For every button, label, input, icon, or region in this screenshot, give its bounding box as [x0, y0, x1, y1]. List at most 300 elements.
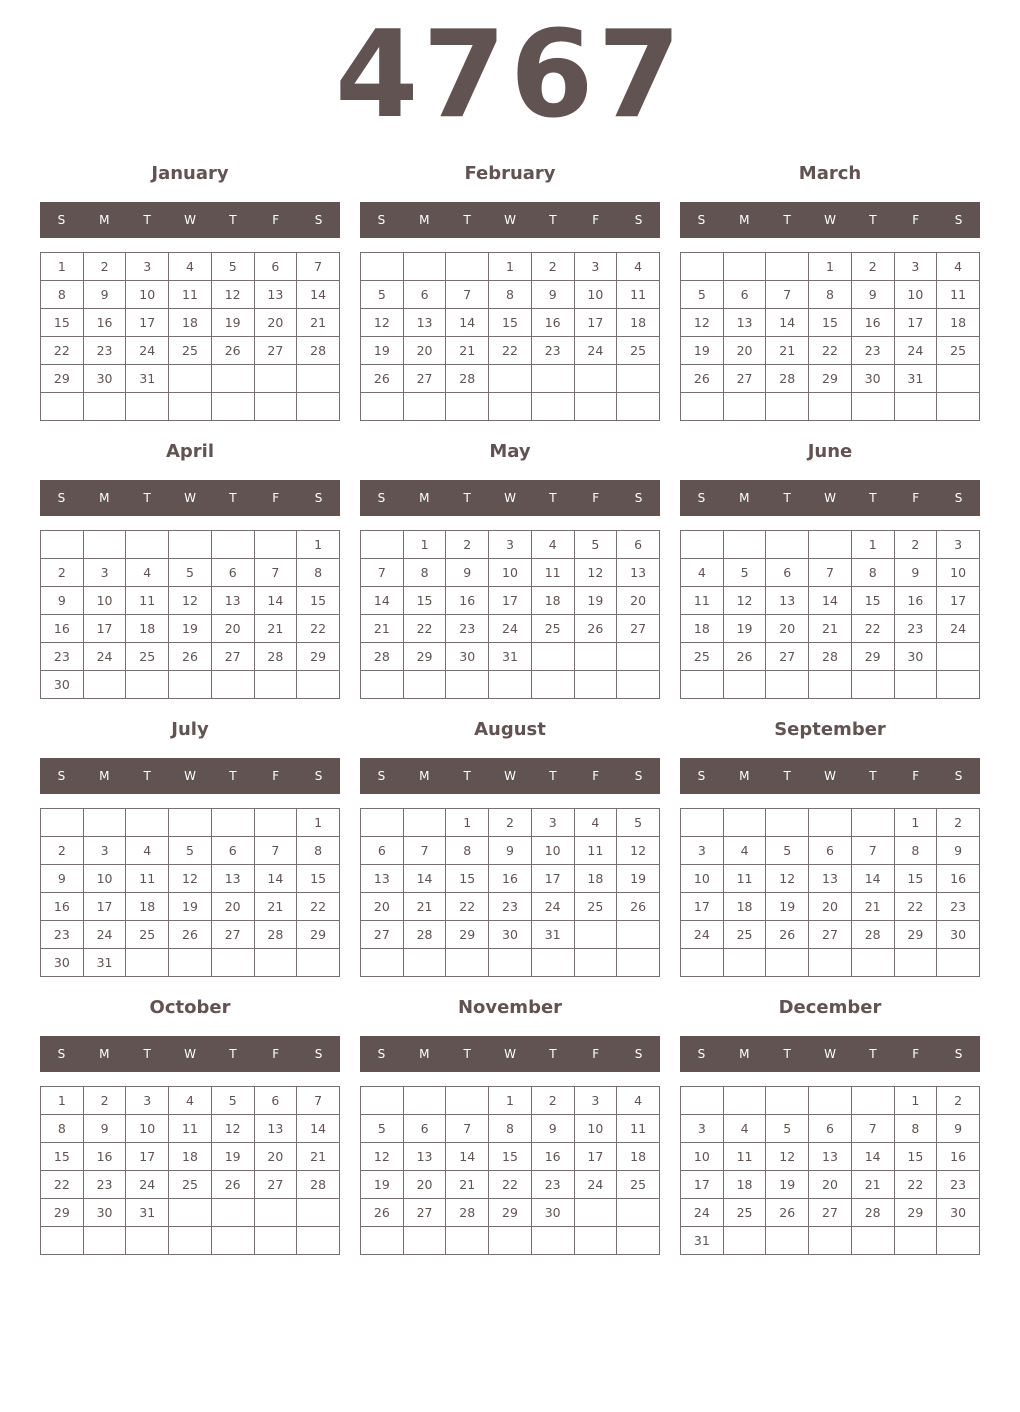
empty-day-cell	[809, 1227, 852, 1255]
day-cell: 29	[851, 643, 894, 671]
day-grid	[360, 808, 660, 977]
day-cell: 4	[531, 531, 574, 559]
weekday-label: T	[143, 769, 151, 783]
month-name: June	[807, 441, 853, 462]
day-cell: 11	[617, 1115, 660, 1143]
day-cell: 25	[681, 643, 724, 671]
empty-day-cell	[531, 949, 574, 977]
empty-day-cell	[617, 921, 660, 949]
empty-day-cell	[297, 1199, 340, 1227]
day-cell: 9	[894, 559, 937, 587]
day-cell: 30	[531, 1199, 574, 1227]
empty-day-cell	[403, 809, 446, 837]
week-row	[681, 921, 980, 949]
day-cell: 7	[297, 1087, 340, 1115]
day-cell: 6	[723, 281, 766, 309]
empty-day-cell	[254, 393, 297, 421]
day-cell: 26	[169, 921, 212, 949]
empty-day-cell	[211, 531, 254, 559]
day-cell: 18	[617, 309, 660, 337]
empty-day-cell	[531, 365, 574, 393]
weekday-label: M	[419, 213, 430, 227]
day-cell: 29	[446, 921, 489, 949]
day-cell: 17	[894, 309, 937, 337]
day-cell: 12	[723, 587, 766, 615]
day-cell: 7	[254, 559, 297, 587]
day-cell: 8	[489, 281, 532, 309]
day-cell: 25	[574, 893, 617, 921]
weekday-label: T	[549, 1047, 557, 1061]
day-cell: 15	[489, 1143, 532, 1171]
day-cell: 12	[211, 1115, 254, 1143]
empty-day-cell	[83, 393, 126, 421]
day-cell: 10	[531, 837, 574, 865]
day-cell: 31	[681, 1227, 724, 1255]
day-cell: 16	[531, 1143, 574, 1171]
day-cell: 1	[403, 531, 446, 559]
day-cell: 9	[41, 587, 84, 615]
empty-day-cell	[937, 393, 980, 421]
day-cell: 15	[489, 309, 532, 337]
day-cell: 9	[531, 1115, 574, 1143]
day-cell: 9	[83, 1115, 126, 1143]
empty-day-cell	[894, 671, 937, 699]
empty-day-cell	[297, 393, 340, 421]
day-grid	[680, 252, 980, 421]
weekday-header	[40, 758, 340, 794]
empty-day-cell	[937, 1227, 980, 1255]
week-row	[41, 1087, 340, 1115]
month-name: May	[489, 441, 531, 462]
day-cell: 23	[937, 1171, 980, 1199]
day-grid	[40, 530, 340, 699]
empty-day-cell	[574, 1227, 617, 1255]
weekday-label: S	[697, 213, 706, 227]
weekday-label: T	[783, 769, 791, 783]
day-cell: 14	[851, 1143, 894, 1171]
weekday-label: M	[99, 1047, 110, 1061]
weekday-label: S	[954, 491, 963, 505]
empty-day-cell	[766, 949, 809, 977]
day-cell: 7	[446, 1115, 489, 1143]
day-cell: 17	[681, 893, 724, 921]
week-row	[361, 531, 660, 559]
empty-day-cell	[617, 643, 660, 671]
weekday-label: T	[869, 213, 877, 227]
empty-day-cell	[126, 671, 169, 699]
day-cell: 6	[617, 531, 660, 559]
day-cell: 15	[41, 1143, 84, 1171]
empty-day-cell	[169, 1227, 212, 1255]
empty-day-cell	[169, 1199, 212, 1227]
day-cell: 17	[83, 615, 126, 643]
weekday-label: S	[377, 1047, 386, 1061]
empty-day-cell	[681, 671, 724, 699]
day-cell: 27	[403, 365, 446, 393]
day-cell: 27	[766, 643, 809, 671]
day-cell: 5	[766, 1115, 809, 1143]
day-cell: 25	[169, 337, 212, 365]
day-cell: 15	[894, 1143, 937, 1171]
day-cell: 26	[361, 1199, 404, 1227]
day-cell: 5	[361, 1115, 404, 1143]
day-cell: 23	[531, 337, 574, 365]
empty-day-cell	[809, 531, 852, 559]
empty-day-cell	[809, 809, 852, 837]
empty-day-cell	[169, 671, 212, 699]
empty-day-cell	[254, 949, 297, 977]
day-cell: 15	[851, 587, 894, 615]
day-cell: 18	[126, 893, 169, 921]
day-cell: 21	[809, 615, 852, 643]
week-row	[681, 615, 980, 643]
empty-day-cell	[41, 393, 84, 421]
month-name: November	[457, 997, 563, 1018]
day-cell: 12	[211, 281, 254, 309]
day-cell: 15	[41, 309, 84, 337]
day-cell: 14	[361, 587, 404, 615]
day-cell: 25	[126, 921, 169, 949]
day-cell: 21	[766, 337, 809, 365]
day-cell: 24	[126, 337, 169, 365]
day-cell: 27	[254, 1171, 297, 1199]
day-cell: 3	[126, 253, 169, 281]
empty-day-cell	[617, 949, 660, 977]
week-row	[41, 893, 340, 921]
day-cell: 20	[211, 615, 254, 643]
day-cell: 11	[126, 865, 169, 893]
day-cell: 1	[809, 253, 852, 281]
weekday-label: T	[549, 491, 557, 505]
day-cell: 12	[169, 865, 212, 893]
day-cell: 19	[574, 587, 617, 615]
day-cell: 26	[361, 365, 404, 393]
day-cell: 28	[403, 921, 446, 949]
day-cell: 30	[937, 1199, 980, 1227]
day-cell: 21	[446, 337, 489, 365]
empty-day-cell	[617, 393, 660, 421]
month-name: August	[474, 719, 546, 740]
empty-day-cell	[254, 809, 297, 837]
day-cell: 22	[41, 337, 84, 365]
day-cell: 20	[254, 1143, 297, 1171]
day-cell: 20	[403, 337, 446, 365]
week-row	[681, 1087, 980, 1115]
week-row	[41, 671, 340, 699]
day-cell: 15	[894, 865, 937, 893]
month-name: July	[171, 719, 209, 740]
empty-day-cell	[851, 1227, 894, 1255]
day-cell: 20	[809, 893, 852, 921]
day-cell: 6	[254, 253, 297, 281]
weekday-label: W	[504, 1047, 516, 1061]
month-name: February	[464, 163, 556, 184]
weekday-label: W	[184, 213, 196, 227]
day-cell: 24	[83, 921, 126, 949]
week-row	[681, 253, 980, 281]
empty-day-cell	[766, 671, 809, 699]
weekday-label: T	[229, 769, 237, 783]
day-cell: 13	[723, 309, 766, 337]
day-cell: 20	[617, 587, 660, 615]
weekday-label: S	[377, 213, 386, 227]
day-cell: 24	[489, 615, 532, 643]
empty-day-cell	[361, 949, 404, 977]
day-cell: 11	[617, 281, 660, 309]
week-row	[361, 1227, 660, 1255]
empty-day-cell	[766, 253, 809, 281]
day-cell: 16	[446, 587, 489, 615]
day-cell: 3	[574, 1087, 617, 1115]
day-cell: 14	[254, 865, 297, 893]
weekday-label: S	[377, 769, 386, 783]
day-cell: 15	[446, 865, 489, 893]
week-row	[361, 1115, 660, 1143]
day-cell: 8	[894, 1115, 937, 1143]
weekday-label: F	[592, 213, 600, 227]
week-row	[41, 1227, 340, 1255]
day-grid	[680, 1086, 980, 1255]
day-cell: 1	[489, 253, 532, 281]
day-cell: 30	[83, 365, 126, 393]
day-cell: 8	[297, 559, 340, 587]
day-cell: 8	[403, 559, 446, 587]
day-cell: 23	[41, 643, 84, 671]
empty-day-cell	[723, 531, 766, 559]
weekday-label: F	[592, 769, 600, 783]
day-cell: 21	[297, 309, 340, 337]
empty-day-cell	[937, 671, 980, 699]
empty-day-cell	[766, 1227, 809, 1255]
month-name: January	[151, 163, 229, 184]
weekday-label: W	[184, 491, 196, 505]
empty-day-cell	[41, 809, 84, 837]
empty-day-cell	[851, 949, 894, 977]
week-row	[681, 559, 980, 587]
day-cell: 6	[403, 1115, 446, 1143]
day-cell: 28	[446, 1199, 489, 1227]
week-row	[681, 587, 980, 615]
empty-day-cell	[403, 671, 446, 699]
day-cell: 1	[41, 1087, 84, 1115]
day-cell: 14	[809, 587, 852, 615]
day-cell: 3	[681, 1115, 724, 1143]
day-cell: 4	[169, 1087, 212, 1115]
day-cell: 24	[574, 1171, 617, 1199]
day-cell: 13	[403, 309, 446, 337]
weekday-label: M	[739, 1047, 750, 1061]
day-cell: 18	[169, 309, 212, 337]
week-row	[41, 587, 340, 615]
day-cell: 22	[297, 615, 340, 643]
weekday-label: F	[272, 491, 280, 505]
day-cell: 2	[894, 531, 937, 559]
weekday-label: F	[272, 769, 280, 783]
week-row	[681, 1171, 980, 1199]
month-name: December	[778, 997, 882, 1018]
empty-day-cell	[446, 949, 489, 977]
day-cell: 24	[83, 643, 126, 671]
empty-day-cell	[403, 1227, 446, 1255]
day-cell: 3	[83, 559, 126, 587]
day-cell: 18	[531, 587, 574, 615]
day-cell: 26	[766, 1199, 809, 1227]
weekday-header	[680, 202, 980, 238]
day-cell: 3	[531, 809, 574, 837]
day-cell: 4	[723, 1115, 766, 1143]
month-name: April	[165, 441, 215, 462]
day-cell: 16	[83, 309, 126, 337]
day-cell: 27	[254, 337, 297, 365]
day-cell: 11	[681, 587, 724, 615]
empty-day-cell	[809, 949, 852, 977]
day-cell: 14	[297, 1115, 340, 1143]
empty-day-cell	[211, 671, 254, 699]
week-row	[361, 1199, 660, 1227]
week-row	[41, 921, 340, 949]
day-cell: 17	[574, 309, 617, 337]
empty-day-cell	[361, 253, 404, 281]
day-cell: 16	[41, 893, 84, 921]
day-cell: 10	[489, 559, 532, 587]
day-cell: 29	[809, 365, 852, 393]
week-row	[41, 837, 340, 865]
empty-day-cell	[617, 365, 660, 393]
week-row	[681, 1143, 980, 1171]
week-row	[681, 281, 980, 309]
weekday-label: W	[184, 769, 196, 783]
weekday-label: T	[869, 769, 877, 783]
week-row	[41, 309, 340, 337]
day-grid	[360, 252, 660, 421]
day-cell: 22	[489, 1171, 532, 1199]
day-cell: 19	[681, 337, 724, 365]
week-row	[361, 1171, 660, 1199]
day-cell: 31	[489, 643, 532, 671]
week-row	[41, 337, 340, 365]
empty-day-cell	[254, 1199, 297, 1227]
day-cell: 11	[126, 587, 169, 615]
weekday-label: T	[463, 769, 471, 783]
day-cell: 1	[894, 1087, 937, 1115]
day-cell: 14	[297, 281, 340, 309]
week-row	[361, 587, 660, 615]
day-cell: 20	[766, 615, 809, 643]
day-cell: 10	[894, 281, 937, 309]
week-row	[361, 949, 660, 977]
empty-day-cell	[937, 643, 980, 671]
day-cell: 24	[937, 615, 980, 643]
day-cell: 3	[489, 531, 532, 559]
day-cell: 23	[489, 893, 532, 921]
day-cell: 10	[126, 1115, 169, 1143]
empty-day-cell	[851, 393, 894, 421]
day-cell: 13	[254, 281, 297, 309]
empty-day-cell	[361, 809, 404, 837]
day-cell: 10	[937, 559, 980, 587]
empty-day-cell	[169, 809, 212, 837]
empty-day-cell	[446, 393, 489, 421]
empty-day-cell	[531, 393, 574, 421]
week-row	[681, 1199, 980, 1227]
day-cell: 9	[937, 837, 980, 865]
day-cell: 7	[851, 1115, 894, 1143]
empty-day-cell	[361, 1087, 404, 1115]
day-cell: 1	[851, 531, 894, 559]
day-cell: 18	[937, 309, 980, 337]
empty-day-cell	[766, 809, 809, 837]
day-cell: 24	[531, 893, 574, 921]
week-row	[41, 1199, 340, 1227]
day-cell: 10	[574, 281, 617, 309]
day-cell: 16	[851, 309, 894, 337]
day-cell: 12	[617, 837, 660, 865]
weekday-label: T	[229, 491, 237, 505]
day-cell: 30	[41, 671, 84, 699]
empty-day-cell	[446, 1227, 489, 1255]
day-cell: 29	[297, 921, 340, 949]
weekday-label: W	[824, 769, 836, 783]
day-cell: 2	[446, 531, 489, 559]
empty-day-cell	[723, 1087, 766, 1115]
empty-day-cell	[446, 253, 489, 281]
empty-day-cell	[489, 365, 532, 393]
day-cell: 6	[361, 837, 404, 865]
day-cell: 4	[617, 1087, 660, 1115]
week-row	[41, 1115, 340, 1143]
weekday-label: T	[463, 491, 471, 505]
day-cell: 6	[211, 837, 254, 865]
day-cell: 19	[361, 337, 404, 365]
week-row	[361, 865, 660, 893]
empty-day-cell	[83, 809, 126, 837]
day-cell: 24	[126, 1171, 169, 1199]
day-cell: 18	[126, 615, 169, 643]
day-cell: 5	[361, 281, 404, 309]
day-cell: 6	[766, 559, 809, 587]
empty-day-cell	[489, 949, 532, 977]
week-row	[41, 559, 340, 587]
day-cell: 17	[574, 1143, 617, 1171]
day-cell: 3	[894, 253, 937, 281]
day-cell: 8	[894, 837, 937, 865]
day-cell: 8	[809, 281, 852, 309]
day-cell: 31	[126, 365, 169, 393]
day-cell: 29	[41, 365, 84, 393]
day-cell: 23	[83, 337, 126, 365]
weekday-label: S	[634, 769, 643, 783]
empty-day-cell	[574, 671, 617, 699]
week-row	[361, 253, 660, 281]
day-cell: 28	[297, 337, 340, 365]
day-cell: 16	[489, 865, 532, 893]
empty-day-cell	[723, 1227, 766, 1255]
empty-day-cell	[681, 809, 724, 837]
weekday-label: S	[697, 1047, 706, 1061]
day-cell: 21	[403, 893, 446, 921]
day-cell: 30	[489, 921, 532, 949]
empty-day-cell	[617, 1227, 660, 1255]
empty-day-cell	[723, 809, 766, 837]
day-cell: 26	[617, 893, 660, 921]
weekday-label: F	[912, 491, 920, 505]
day-cell: 26	[169, 643, 212, 671]
day-cell: 8	[851, 559, 894, 587]
day-cell: 30	[937, 921, 980, 949]
weekday-label: S	[57, 491, 66, 505]
empty-day-cell	[361, 531, 404, 559]
day-cell: 26	[681, 365, 724, 393]
